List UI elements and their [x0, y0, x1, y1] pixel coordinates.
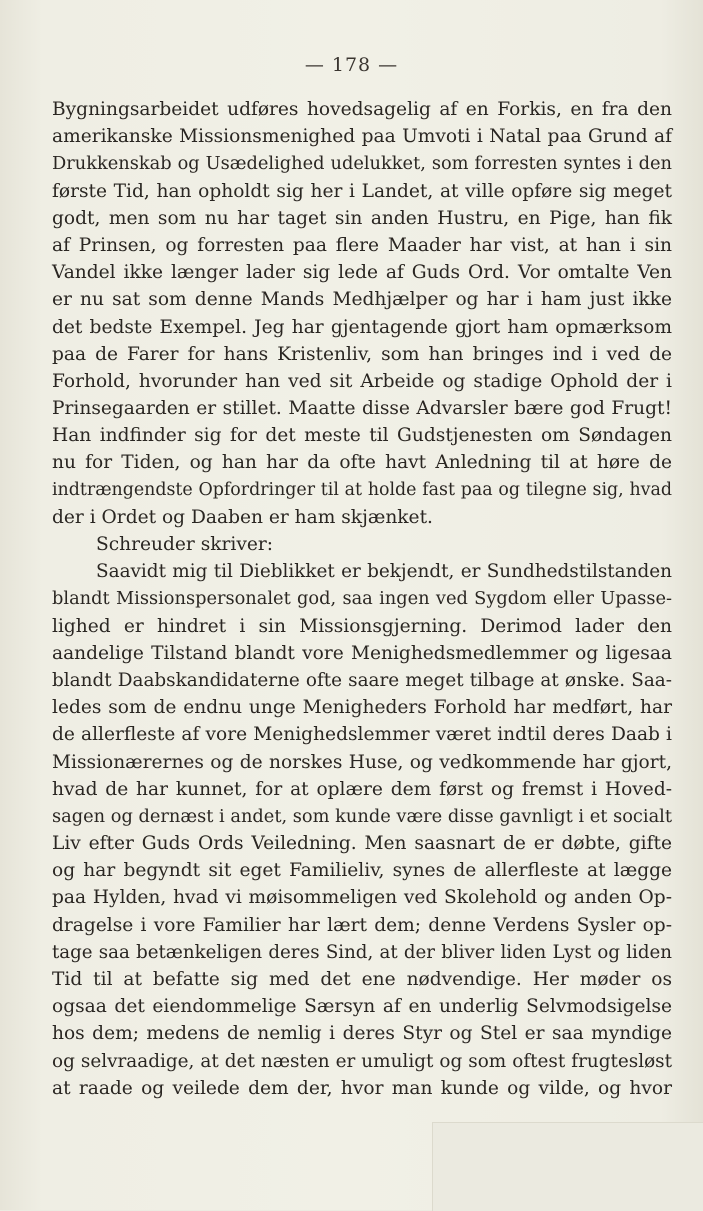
- text-line: at raade og veilede dem der, hvor man kunde og vilde, og hvor: [52, 1077, 672, 1099]
- text-line: er nu sat som denne Mands Medhjælper og har i ham just ikke: [52, 289, 672, 311]
- text-line: der i Ordet og Daaben er ham skjænket.: [52, 506, 433, 528]
- text-line: det bedste Exempel. Jeg har gjentagende gjort ham opmærksom: [52, 316, 672, 338]
- text-line: og selvraadige, at det næsten er umuligt og som oftest frugtesløst: [52, 1050, 672, 1072]
- text-line: Liv efter Guds Ords Veiledning. Men saasnart de er døbte, gifte: [52, 833, 672, 855]
- text-line: Prinsegaarden er stillet. Maatte disse Advarsler bære god Frugt!: [52, 398, 672, 420]
- text-line: Bygningsarbeidet udføres hovedsagelig af en Forkis, en fra den: [52, 99, 672, 120]
- text-line: hvad de har kunnet, for at oplære dem først og fremst i Hoved-: [52, 778, 672, 800]
- text-line: ogsaa det eiendommelige Særsyn af en underlig Selvmodsigelse: [52, 996, 672, 1018]
- text-line: første Tid, han opholdt sig her i Landet, at ville opføre sig meget: [52, 180, 672, 202]
- page-corner-shadow: [432, 1122, 703, 1211]
- text-line: af Prinsen, og forresten paa flere Maader har vist, at han i sin: [52, 234, 672, 256]
- text-line: ledes som de endnu unge Menigheders Forhold har medført, har: [52, 697, 672, 719]
- text-line: de allerfleste af vore Menighedslemmer været indtil deres Daab i: [52, 724, 672, 746]
- text-line: hos dem; medens de nemlig i deres Styr og Stel er saa myndige: [52, 1023, 672, 1045]
- text-line: aandelige Tilstand blandt vore Menighedsmedlemmer og ligesaa: [52, 642, 672, 664]
- text-line: paa Hylden, hvad vi møisommeligen ved Skolehold og anden Op-: [52, 887, 672, 909]
- text-line: lighed er hindret i sin Missionsgjerning. Derimod lader den: [52, 615, 672, 637]
- text-line: nu for Tiden, og han har da ofte havt Anledning til at høre de: [52, 452, 672, 474]
- text-line: blandt Missionspersonalet god, saa ingen ved Sygdom eller Upasse-: [52, 588, 672, 610]
- text-line: Saavidt mig til Dieblikket er bekjendt, er Sundhedstilstanden: [96, 561, 672, 583]
- text-line: paa de Farer for hans Kristenliv, som han bringes ind i ved de: [52, 343, 672, 365]
- text-line: Han indfinder sig for det meste til Gudstjenesten om Søndagen: [52, 425, 672, 447]
- text-line: sagen og dernæst i andet, som kunde være disse gavnligt i et socialt: [52, 805, 672, 827]
- body-text: [52, 96, 672, 1102]
- text-line: dragelse i vore Familier har lært dem; denne Verdens Sysler op-: [52, 914, 672, 936]
- page-number: — 178 —: [304, 54, 399, 76]
- text-line: Missionærernes og de norskes Huse, og vedkommende har gjort,: [52, 751, 672, 773]
- text-line: Vandel ikke længer lader sig lede af Guds Ord. Vor omtalte Ven: [52, 262, 672, 284]
- text-line: Tid til at befatte sig med det ene nødvendige. Her møder os: [52, 969, 672, 990]
- section-heading: Schreuder skriver:: [96, 534, 274, 555]
- text-line: og har begyndt sit eget Familieliv, synes de allerfleste at lægge: [52, 860, 672, 882]
- text-line: indtrængendste Opfordringer til at holde fast paa og tilegne sig, hvad: [52, 479, 672, 500]
- text-line: blandt Daabskandidaterne ofte saare meget tilbage at ønske. Saa-: [52, 669, 672, 691]
- text-line: Drukkenskab og Usædelighed udelukket, som forresten syntes i den: [52, 153, 672, 175]
- text-line: amerikanske Missionsmenighed paa Umvoti i Natal paa Grund af: [52, 126, 672, 148]
- text-line: Forhold, hvorunder han ved sit Arbeide og stadige Ophold der i: [52, 370, 672, 392]
- text-line: godt, men som nu har taget sin anden Hustru, en Pige, han fik: [52, 207, 672, 229]
- text-line: tage saa betænkeligen deres Sind, at der bliver liden Lyst og liden: [52, 941, 672, 963]
